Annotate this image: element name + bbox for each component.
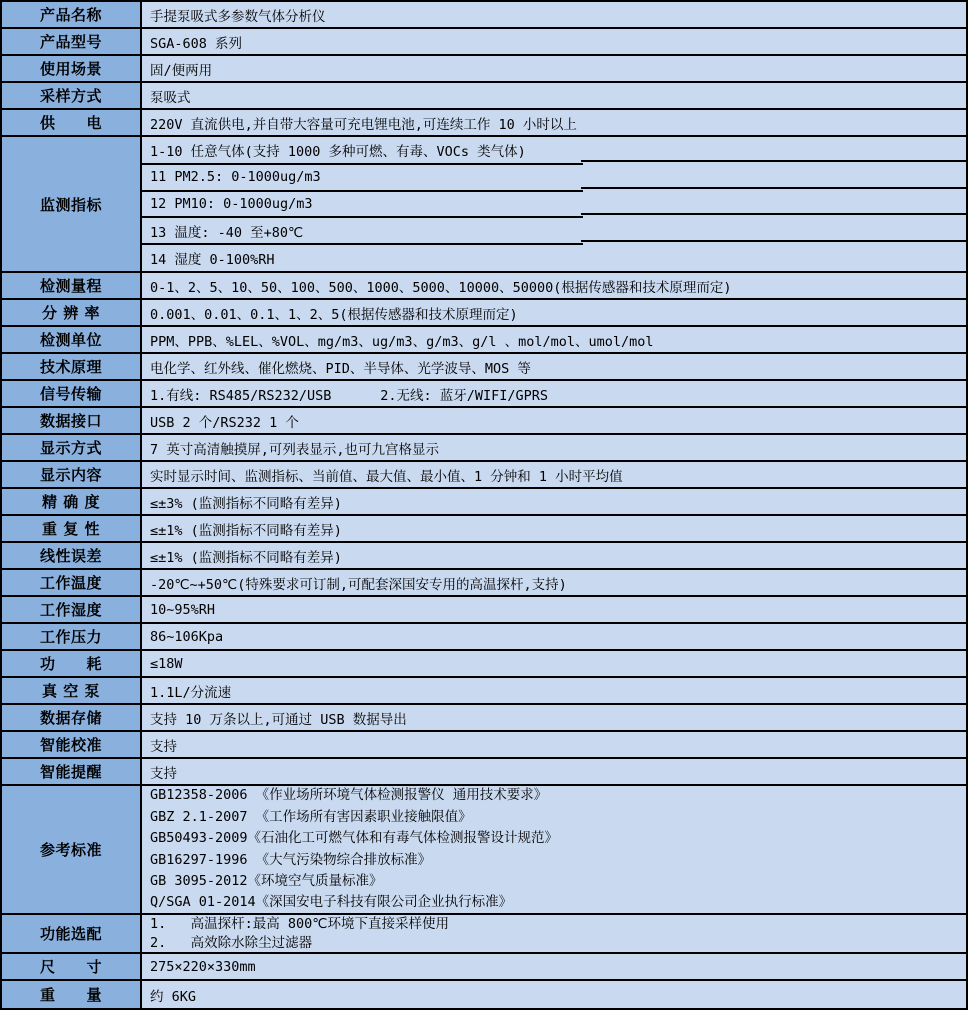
row-smart-reminder bbox=[2, 759, 966, 786]
row-value: 支持 10 万条以上,可通过 USB 数据导出 bbox=[150, 711, 407, 728]
row-value: 支持 bbox=[150, 765, 177, 782]
row-label: 重 量 bbox=[2, 981, 142, 1008]
row-label: 监测指标 bbox=[2, 137, 142, 271]
standard-line: GB12358-2006 《作业场所环境气体检测报警仪 通用技术要求》 bbox=[150, 787, 548, 804]
standard-line: GB50493-2009《石油化工可燃气体和有毒气体检测报警设计规范》 bbox=[150, 830, 559, 847]
row-label: 检测单位 bbox=[2, 327, 142, 352]
standard-line: GB16297-1996 《大气污染物综合排放标准》 bbox=[150, 851, 432, 868]
row-label: 显示内容 bbox=[2, 462, 142, 487]
row-value: 10~95%RH bbox=[150, 601, 216, 618]
row-value: 电化学、红外线、催化燃烧、PID、半导体、光学波导、MOS 等 bbox=[150, 360, 531, 377]
row-label: 智能校准 bbox=[2, 732, 142, 757]
row-smart-calibration bbox=[2, 732, 966, 759]
row-value: 支持 bbox=[150, 738, 177, 755]
row-value: -20℃~+50℃(特殊要求可订制,可配套深国安专用的高温探杆,支持) bbox=[150, 576, 567, 593]
row-detection-unit bbox=[2, 327, 966, 354]
row-label: 技术原理 bbox=[2, 354, 142, 379]
row-label: 重 复 性 bbox=[2, 516, 142, 541]
row-value: 275×220×330mm bbox=[150, 958, 256, 975]
standard-line: Q/SGA 01-2014《深国安电子科技有限公司企业执行标准》 bbox=[150, 894, 513, 911]
row-accuracy bbox=[2, 489, 966, 516]
row-product-name bbox=[2, 2, 966, 29]
row-linearity-error bbox=[2, 543, 966, 570]
row-value bbox=[142, 137, 966, 271]
monitor-item: 14 湿度 0-100%RH bbox=[150, 251, 275, 268]
row-optional-features bbox=[2, 915, 966, 954]
row-value: 1.有线: RS485/RS232/USB 2.无线: 蓝牙/WIFI/GPRS bbox=[150, 387, 548, 404]
row-label: 工作压力 bbox=[2, 624, 142, 649]
row-value: USB 2 个/RS232 1 个 bbox=[150, 414, 299, 431]
row-label: 检测量程 bbox=[2, 273, 142, 298]
row-repeatability bbox=[2, 516, 966, 543]
row-display-content bbox=[2, 462, 966, 489]
row-label: 智能提醒 bbox=[2, 759, 142, 784]
row-label: 供 电 bbox=[2, 110, 142, 135]
row-monitor-indicators bbox=[2, 137, 966, 273]
row-value: ≤±1% (监测指标不同略有差异) bbox=[150, 522, 342, 539]
row-label: 数据接口 bbox=[2, 408, 142, 433]
row-value: ≤18W bbox=[150, 655, 183, 672]
row-value: 约 6KG bbox=[150, 988, 197, 1005]
monitor-item: 13 温度: -40 至+80℃ bbox=[142, 217, 966, 244]
standard-line: GBZ 2.1-2007 《工作场所有害因素职业接触限值》 bbox=[150, 808, 472, 825]
row-label: 功 耗 bbox=[2, 651, 142, 676]
row-label: 尺 寸 bbox=[2, 954, 142, 979]
row-value bbox=[142, 786, 966, 913]
row-value: 0.001、0.01、0.1、1、2、5(根据传感器和技术原理而定) bbox=[150, 306, 518, 323]
row-label: 显示方式 bbox=[2, 435, 142, 460]
monitor-item: 12 PM10: 0-1000ug/m3 bbox=[142, 191, 966, 218]
option-line: 2. 高效除水除尘过滤器 bbox=[150, 934, 313, 951]
row-label: 精 确 度 bbox=[2, 489, 142, 514]
row-label: 分 辨 率 bbox=[2, 300, 142, 325]
row-value: ≤±1% (监测指标不同略有差异) bbox=[150, 549, 342, 566]
row-value: 86~106Kpa bbox=[150, 628, 224, 645]
monitor-item: 11 PM2.5: 0-1000ug/m3 bbox=[142, 164, 966, 191]
row-value: 220V 直流供电,并自带大容量可充电锂电池,可连续工作 10 小时以上 bbox=[150, 116, 577, 133]
row-working-pressure bbox=[2, 624, 966, 651]
row-usage-scene bbox=[2, 56, 966, 83]
row-detection-range bbox=[2, 273, 966, 300]
option-line: 1. 高温探杆:最高 800℃环境下直接采样使用 bbox=[150, 916, 449, 932]
row-label: 工作温度 bbox=[2, 570, 142, 595]
row-label: 采样方式 bbox=[2, 83, 142, 108]
row-power-consumption bbox=[2, 651, 966, 678]
row-value: ≤±3% (监测指标不同略有差异) bbox=[150, 495, 342, 512]
row-value: 实时显示时间、监测指标、当前值、最大值、最小值、1 分钟和 1 小时平均值 bbox=[150, 468, 623, 485]
row-resolution bbox=[2, 300, 966, 327]
row-dimensions bbox=[2, 954, 966, 981]
row-technology-principle bbox=[2, 354, 966, 381]
row-data-interface bbox=[2, 408, 966, 435]
row-label: 参考标准 bbox=[2, 786, 142, 913]
row-label: 产品型号 bbox=[2, 29, 142, 54]
row-value: 手提泵吸式多参数气体分析仪 bbox=[150, 8, 326, 25]
row-signal-transmission bbox=[2, 381, 966, 408]
monitor-item: 1-10 任意气体(支持 1000 多种可燃、有毒、VOCs 类气体) bbox=[142, 137, 966, 164]
row-value: 7 英寸高清触摸屏,可列表显示,也可九宫格显示 bbox=[150, 441, 440, 458]
row-weight bbox=[2, 981, 966, 1008]
row-data-storage bbox=[2, 705, 966, 732]
row-label: 工作湿度 bbox=[2, 597, 142, 622]
row-value bbox=[142, 915, 966, 952]
row-value: PPM、PPB、%LEL、%VOL、mg/m3、ug/m3、g/m3、g/l 、mol/mol、umol/mol bbox=[150, 333, 654, 350]
row-model bbox=[2, 29, 966, 56]
row-label: 使用场景 bbox=[2, 56, 142, 81]
row-working-humidity bbox=[2, 597, 966, 624]
row-label: 产品名称 bbox=[2, 2, 142, 27]
row-vacuum-pump bbox=[2, 678, 966, 705]
row-value: SGA-608 系列 bbox=[150, 35, 243, 52]
row-sampling-method bbox=[2, 83, 966, 110]
row-label: 数据存储 bbox=[2, 705, 142, 730]
row-value: 泵吸式 bbox=[150, 89, 191, 106]
row-label: 信号传输 bbox=[2, 381, 142, 406]
row-display-mode bbox=[2, 435, 966, 462]
row-working-temperature bbox=[2, 570, 966, 597]
row-value: 0-1、2、5、10、50、100、500、1000、5000、10000、50000(根据传感器和技术原理而定) bbox=[150, 279, 732, 296]
row-value: 固/便两用 bbox=[150, 62, 213, 79]
standard-line: GB 3095-2012《环境空气质量标准》 bbox=[150, 872, 383, 889]
row-power-supply bbox=[2, 110, 966, 137]
row-label: 线性误差 bbox=[2, 543, 142, 568]
row-label: 功能选配 bbox=[2, 915, 142, 952]
row-reference-standards bbox=[2, 786, 966, 915]
row-label: 真 空 泵 bbox=[2, 678, 142, 703]
row-value: 1.1L/分流速 bbox=[150, 684, 232, 701]
